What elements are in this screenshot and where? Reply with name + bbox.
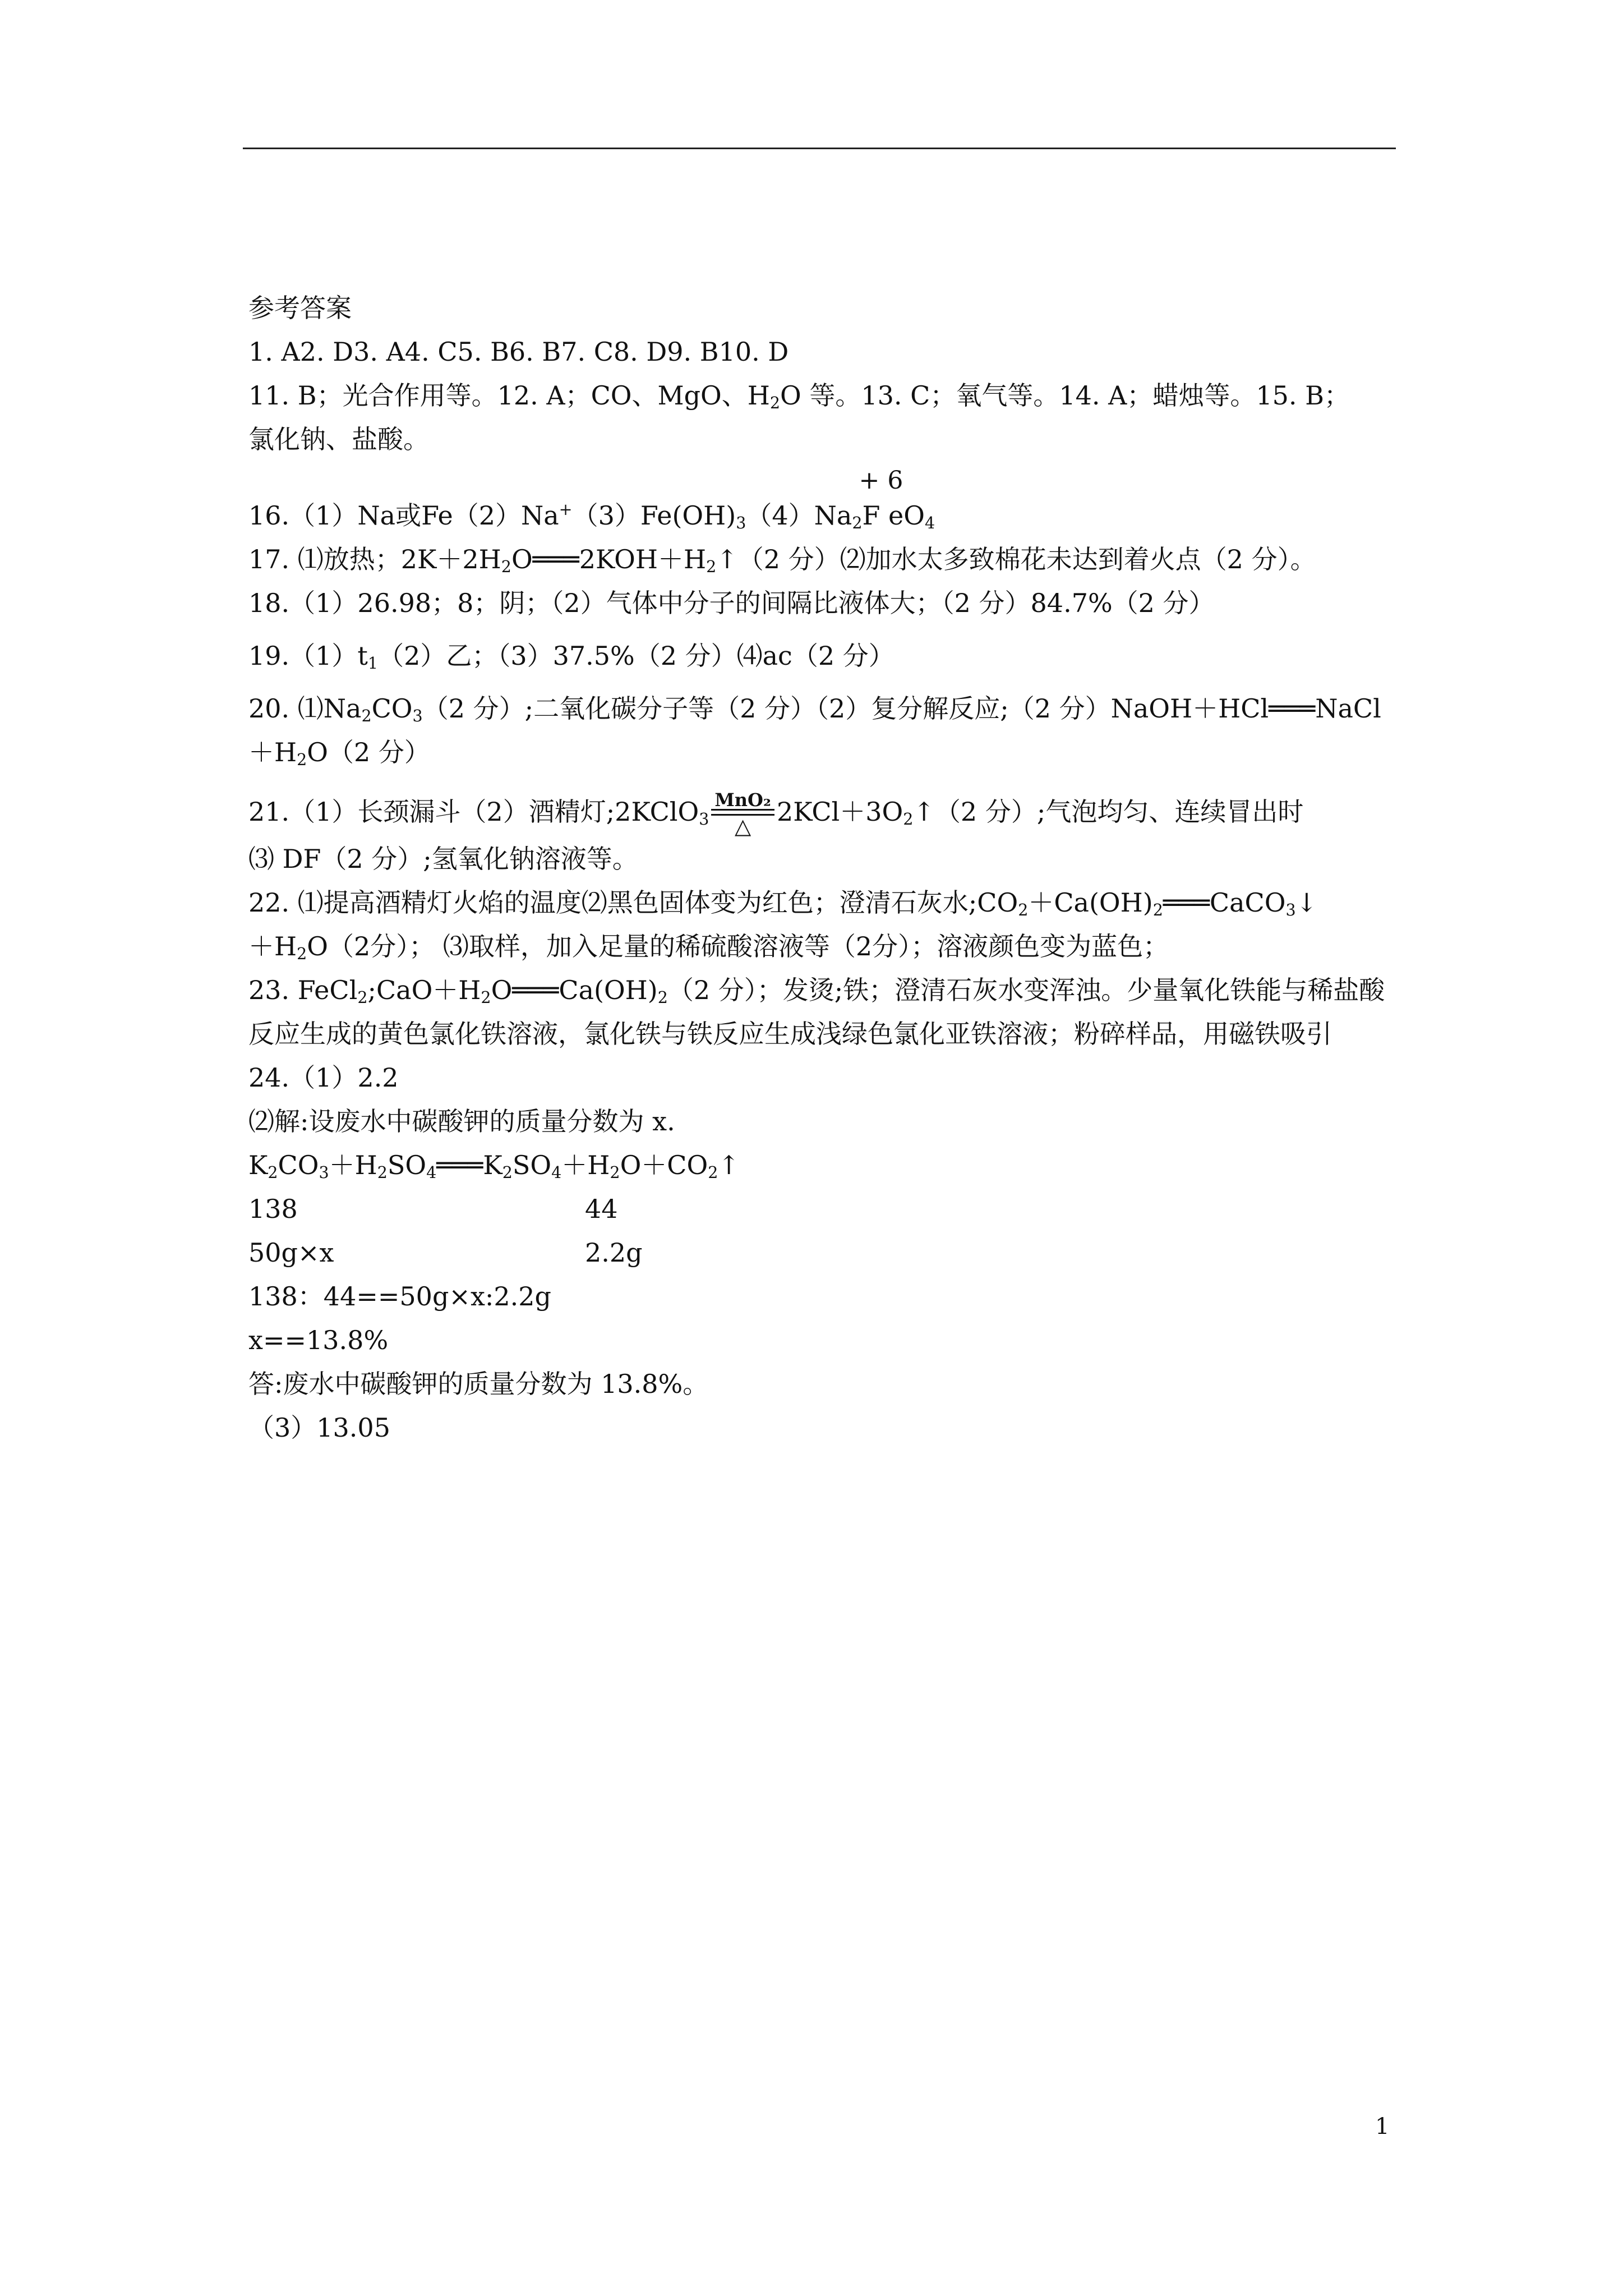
answer-24-result: x==13.8% (248, 1325, 389, 1355)
header-rule (243, 148, 1396, 149)
answer-24-part1: 24.（1）2.2 (248, 1062, 399, 1093)
answer-24-setup: ⑵解:设废水中碳酸钾的质量分数为 x. (248, 1106, 675, 1137)
answer-24-quantities: 50g×x 2.2g (248, 1237, 643, 1268)
answer-content (248, 286, 1393, 1450)
answer-24-equation: $K_2CO_3+H_2SO_4═══K_2SO_4+H_2O+CO_2↑$ (248, 1150, 740, 1182)
answer-18: 18.（1）26.98；8；阴；（2）气体中分子的间隔比液体大；（2 分）84.7%（2 分） (248, 588, 1215, 618)
answer-23: 23. $FeCl_2;CaO+H_2O═══Ca(OH)_2(2$ 分）；发烫;铁；澄清石灰水变浑浊。少量氧化铁能与稀盐酸反应生成的黄色氯化铁溶液，氯化铁与铁反应生成浅绿色氯化亚铁溶液；粉碎样品，用磁铁吸引 (248, 975, 1385, 1049)
answer-17: 17. ⑴放热；$2K+2H_2O═══2KOH+H_2↑(2$ 分）⑵加水太多致棉花未达到着火点（2 分）。 (248, 544, 1316, 577)
page-number: 1 (1375, 2114, 1390, 2139)
answers-11-15: 11. B；光合作用等。12. A；CO、MgO、$H_2O$ 等。13. C；氧气等。14. A；蜡烛等。15. B； 氯化钠、盐酸。 (248, 380, 1350, 454)
answer-20: 20. $⑴Na_2CO_3(2$ 分）;二氧化碳分子等（2 分）（2）复分解反应;（2 分）NaOH＋HCl═══NaCl $+H_2O(2$ 分） (248, 693, 1381, 770)
answer-16: 16.（1）Na或$Fe(2)Na^+(3)Fe(OH)_3(4)Na_2$ + 6 F $eO_4$ (248, 472, 1393, 537)
answer-22: 22. ⑴提高酒精灯火焰的温度⑵黑色固体变为红色；澄清石灰水$;CO_2+Ca(OH)_2═══CaCO_3↓$ $+H_2O(2$分）； ⑶取样，加入足量的稀硫酸溶液等（2分）；溶液颜色变为蓝色； (248, 887, 1318, 964)
section-title: 参考答案 (248, 293, 352, 323)
reaction-condition: MnO₂ △ (711, 791, 774, 837)
answer-24-conclusion: 答:废水中碳酸钾的质量分数为 13.8%。 (248, 1369, 709, 1399)
answer-24-ratio: 138：44==50g×x:2.2g (248, 1281, 551, 1312)
oxidation-state: + 6 F eO (859, 466, 925, 531)
answers-1-10: 1. A2. D3. A4. C5. B6. B7. C8. D9. B10. D (248, 337, 789, 367)
answer-21: 21.（1）长颈漏斗（2）酒精灯;2KClO$_3$ MnO₂ △ $2KCl+3O_2↑(2$ 分）;气泡均匀、连续冒出时 ⑶ DF（2 分）;氢氧化钠溶液等。 (248, 789, 1304, 874)
answer-24-molar-masses: 138 44 (248, 1194, 618, 1224)
answer-19: $19.(1)t_1(2)$乙；（3）37.5%（2 分）⑷ac（2 分） (248, 641, 895, 673)
answer-24-part3: （3）13.05 (248, 1412, 390, 1443)
